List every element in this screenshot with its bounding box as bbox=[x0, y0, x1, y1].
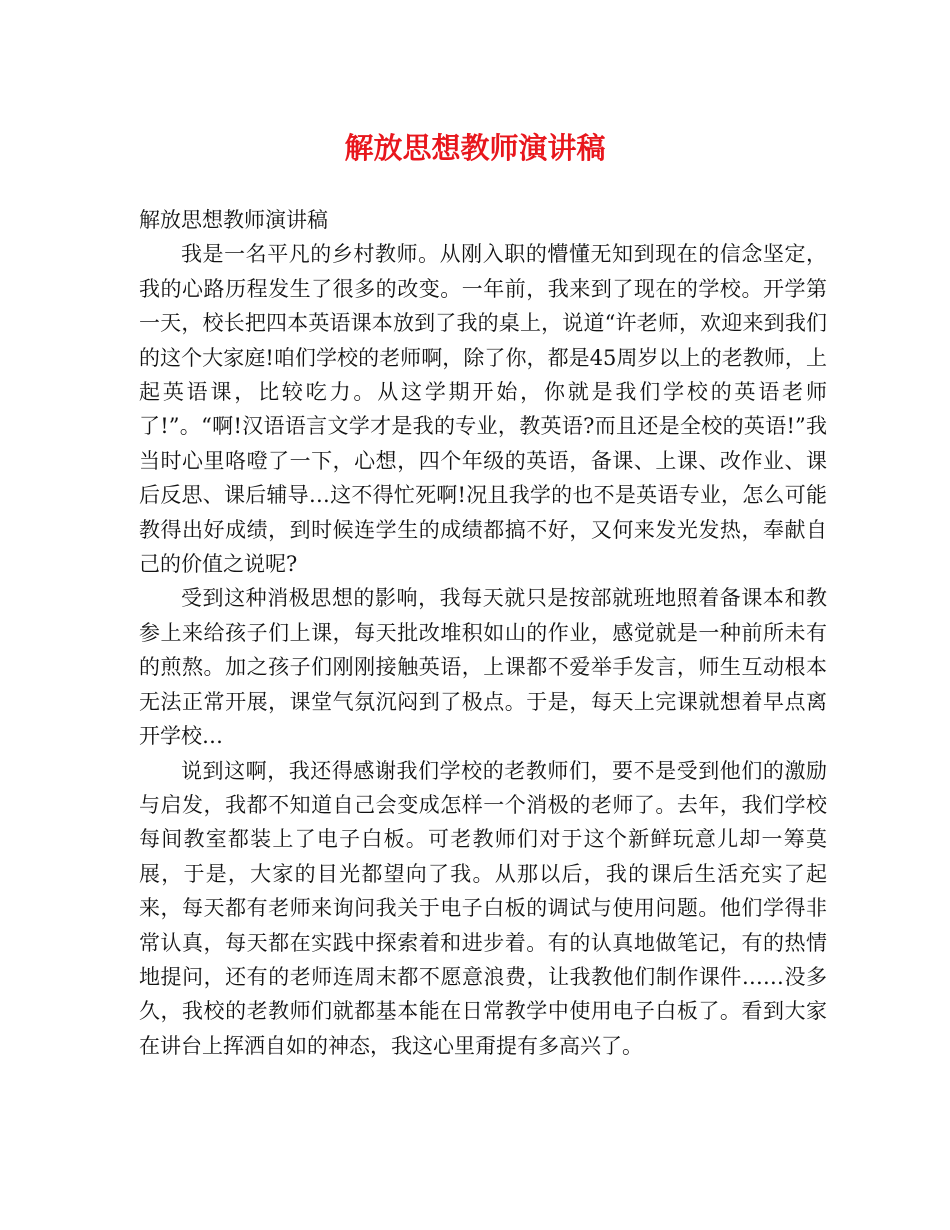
paragraph-2: 受到这种消极思想的影响，我每天就只是按部就班地照着备课本和教参上来给孩子们上课，每天批改堆积如山的作业，感觉就是一种前所未有的煎熬。加之孩子们刚刚接触英语，上课都不爱举手发言，师生互动根本无法正常开展，课堂气氛沉闷到了极点。于是，每天上完课就想着早点离开学校… bbox=[139, 586, 827, 749]
document-title: 解放思想教师演讲稿 bbox=[344, 131, 606, 165]
document-subtitle: 解放思想教师演讲稿 bbox=[139, 208, 328, 232]
paragraph-1: 我是一名平凡的乡村教师。从刚入职的懵懂无知到现在的信念坚定，我的心路历程发生了很多的改变。一年前，我来到了现在的学校。开学第一天，校长把四本英语课本放到了我的桌上，说道“许老师，欢迎来到我们的这个大家庭!咱们学校的老师啊，除了你，都是45周岁以上的老教师，上起英语课，比较吃力。从这学期开始，你就是我们学校的英语老师了!”。“啊!汉语语言文学才是我的专业，教英语?而且还是全校的英语!”我当时心里咯噔了一下，心想，四个年级的英语，备课、上课、改作业、课后反思、课后辅导…这不得忙死啊!况且我学的也不是英语专业，怎么可能教得出好成绩，到时候连学生的成绩都搞不好，又何来发光发热，奉献自己的价值之说呢? bbox=[139, 242, 827, 577]
document-body bbox=[139, 203, 827, 1063]
paragraph-3: 说到这啊，我还得感谢我们学校的老教师们，要不是受到他们的激励与启发，我都不知道自己会变成怎样一个消极的老师了。去年，我们学校每间教室都装上了电子白板。可老教师们对于这个新鲜玩意儿却一筹莫展，于是，大家的目光都望向了我。从那以后，我的课后生活充实了起来，每天都有老师来询问我关于电子白板的调试与使用问题。他们学得非常认真，每天都在实践中探索着和进步着。有的认真地做笔记，有的热情地提问，还有的老师连周末都不愿意浪费，让我教他们制作课件……没多久，我校的老教师们就都基本能在日常教学中使用电子白板了。看到大家在讲台上挥洒自如的神态，我这心里甭提有多高兴了。 bbox=[139, 758, 827, 1058]
